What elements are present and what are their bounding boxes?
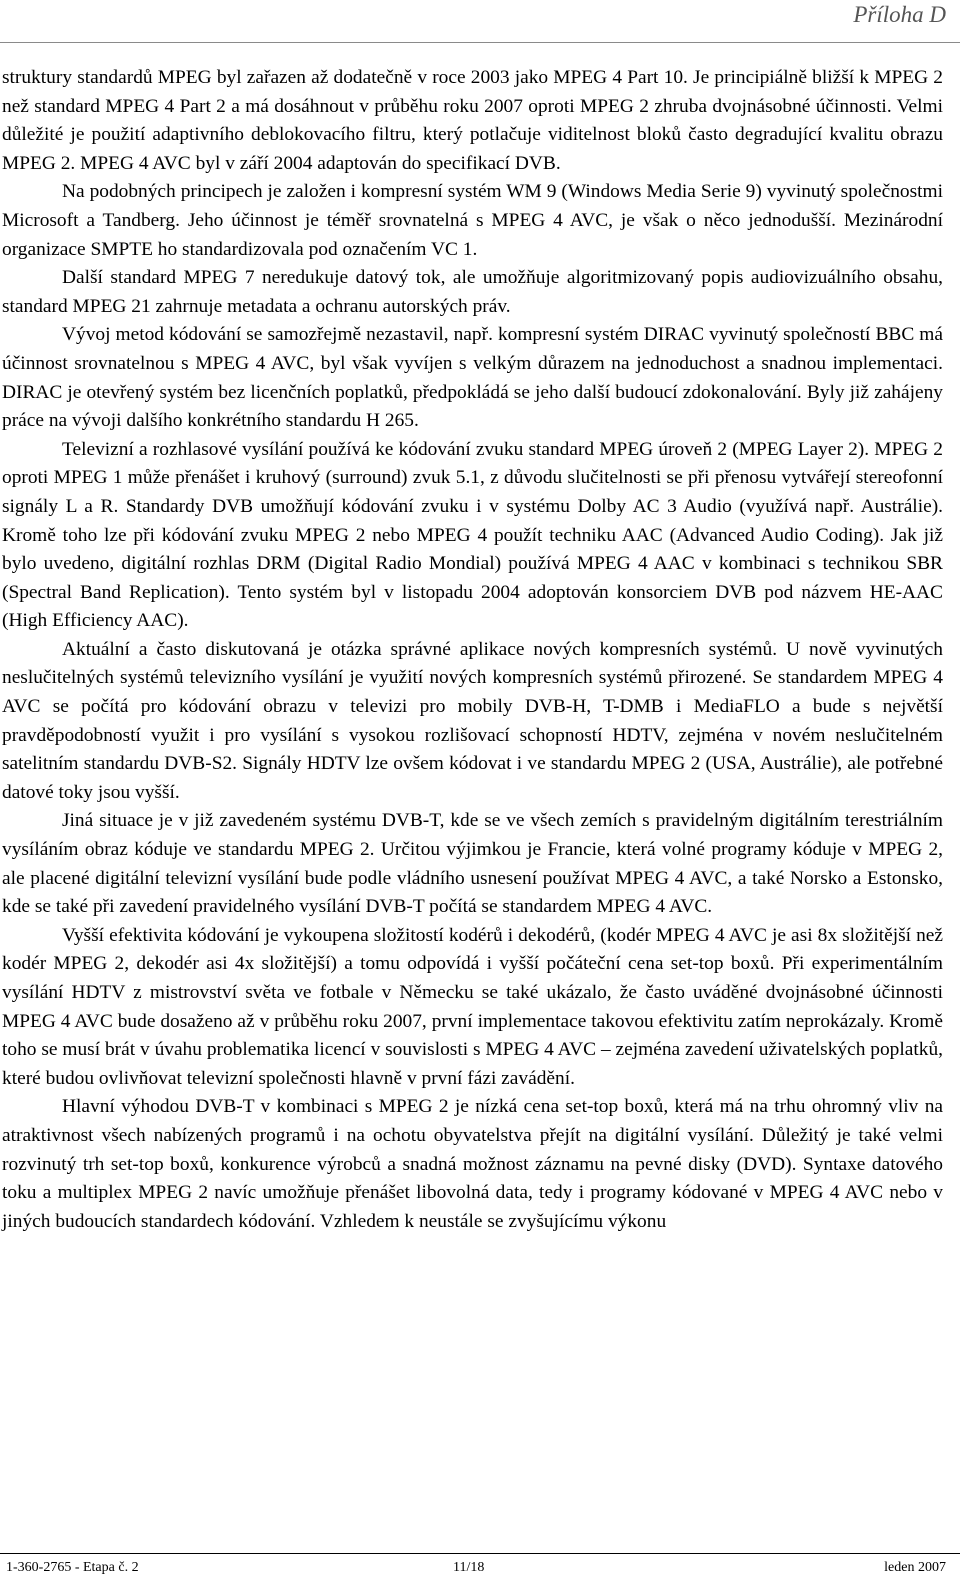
paragraph: Hlavní výhodou DVB-T v kombinaci s MPEG 2 je nízká cena set-top boxů, která má na trhu ohromný vliv na atraktivnost všech nabízených programů i na ochotu obyvatelstva přejít na digitální vysílání. Důležitý je také velmi rozvinutý trh set-top boxů, konkurence výrobců a snadná možnost záznamu na pevné disky (DVD). Syntaxe datového toku a multiplex MPEG 2 navíc umožňuje přenášet libovolná data, tedy i programy kódované v MPEG 4 AVC nebo v jiných budoucích standardech kódování. Vzhledem k neustále se zvyšujícímu výkonu [2, 1096, 943, 1232]
paragraph: Aktuální a často diskutovaná je otázka správné aplikace nových kompresních systémů. U nově vyvinutých neslučitelných systémů televizního vysílání je využití nových kompresních systémů přirozené. Se standardem MPEG 4 AVC se počítá pro kódování obrazu v televizi pro mobily DVB-H, T-DMB i MediaFLO a bude s největší pravděpodobností využit i pro vysílání s vysokou rozlišovací schopností HDTV, zejména v novém neslučitelném satelitním standardu DVB-S2. Signály HDTV lze ovšem kódovat i ve standardu MPEG 2 (USA, Austrálie), ale potřebné datové toky jsou vyšší. [2, 638, 943, 803]
paragraph: Vyšší efektivita kódování je vykoupena složitostí kodérů i dekodérů, (kodér MPEG 4 AVC je asi 8x složitější než kodér MPEG 2, dekodér asi 4x složitější) a tomu odpovídá i vyšší počáteční cena set-top boxů. Při experimentálním vysílání HDTV z mistrovství světa ve fotbale v Německu se také ukázalo, že často uváděné dvojnásobné účinnosti MPEG 4 AVC bude dosaženo až v průběhu roku 2007, první implementace takovou efektivitu zatím neprokázaly. Kromě toho se musí brát v úvahu problematika licencí v souvislosti s MPEG 4 AVC – zejména zavedení uživatelských poplatků, které budou ovlivňovat televizní společnosti hlavně v první fázi zavádění. [2, 924, 943, 1089]
footer-document-id: 1-360-2765 - Etapa č. 2 [6, 1560, 139, 1575]
header-divider [0, 42, 960, 43]
footer-page-number: 11/18 [453, 1560, 485, 1575]
paragraph: Na podobných principech je založen i kompresní systém WM 9 (Windows Media Serie 9) vyvinutý společnostmi Microsoft a Tandberg. Jeho účinnost je téměř srovnatelná s MPEG 4 AVC, je však o něco jednodušší. Mezinárodní organizace SMPTE ho standardizovala pod označením VC 1. [2, 181, 943, 260]
document-body [2, 64, 943, 1236]
paragraph: struktury standardů MPEG byl zařazen až dodatečně v roce 2003 jako MPEG 4 Part 10. Je principiálně bližší k MPEG 2 než standard MPEG 4 Part 2 a má dosáhnout v průběhu roku 2007 oproti MPEG 2 zhruba dvojnásobné účinnosti. Velmi důležité je použití adaptivního deblokovacího filtru, který potlačuje viditelnost bloků často degradující kvalitu obrazu MPEG 2. MPEG 4 AVC byl v září 2004 adaptován do specifikací DVB. [2, 67, 943, 174]
paragraph: Další standard MPEG 7 neredukuje datový tok, ale umožňuje algoritmizovaný popis audiovizuálního obsahu, standard MPEG 21 zahrnuje metadata a ochranu autorských práv. [2, 267, 943, 317]
paragraph: Vývoj metod kódování se samozřejmě nezastavil, např. kompresní systém DIRAC vyvinutý společností BBC má účinnost srovnatelnou s MPEG 4 AVC, byl však vyvíjen s velkým důrazem na jednoduchost a snadnou implementaci. DIRAC je otevřený systém bez licenčních poplatků, předpokládá se jeho další budoucí zdokonalování. Byly již zahájeny práce na vývoji dalšího konkrétního standardu H 265. [2, 324, 943, 432]
paragraph: Televizní a rozhlasové vysílání používá ke kódování zvuku standard MPEG úroveň 2 (MPEG Layer 2). MPEG 2 oproti MPEG 1 může přenášet i kruhový (surround) zvuk 5.1, z důvodu slučitelnosti se při přenosu vytvářejí stereofonní signály L a R. Standardy DVB umožňují kódování zvuku i v systému Dolby AC 3 Audio (využívá např. Austrálie). Kromě toho lze při kódování zvuku MPEG 2 nebo MPEG 4 použít techniku AAC (Advanced Audio Coding). Jak již bylo uvedeno, digitální rozhlas DRM (Digital Radio Mondial) používá MPEG 4 AAC v kombinaci s technikou SBR (Spectral Band Replication). Tento systém byl v listopadu 2004 adoptován konsorciem DVB pod názvem HE-AAC (High Efficiency AAC). [2, 438, 943, 632]
footer-divider [0, 1553, 960, 1554]
paragraph: Jiná situace je v již zavedeném systému DVB-T, kde se ve všech zemích s pravidelným digitálním terestriálním vysíláním obraz kóduje ve standardu MPEG 2. Určitou výjimkou je Francie, která volné programy kóduje v MPEG 2, ale placené digitální televizní vysílání bude podle vládního usnesení používat MPEG 4 AVC, a také Norsko a Estonsko, kde se také při zavedení pravidelného vysílání DVB-T počítá se standardem MPEG 4 AVC. [2, 810, 943, 918]
footer-date: leden 2007 [884, 1560, 946, 1575]
page-header-title: Příloha D [853, 2, 946, 27]
